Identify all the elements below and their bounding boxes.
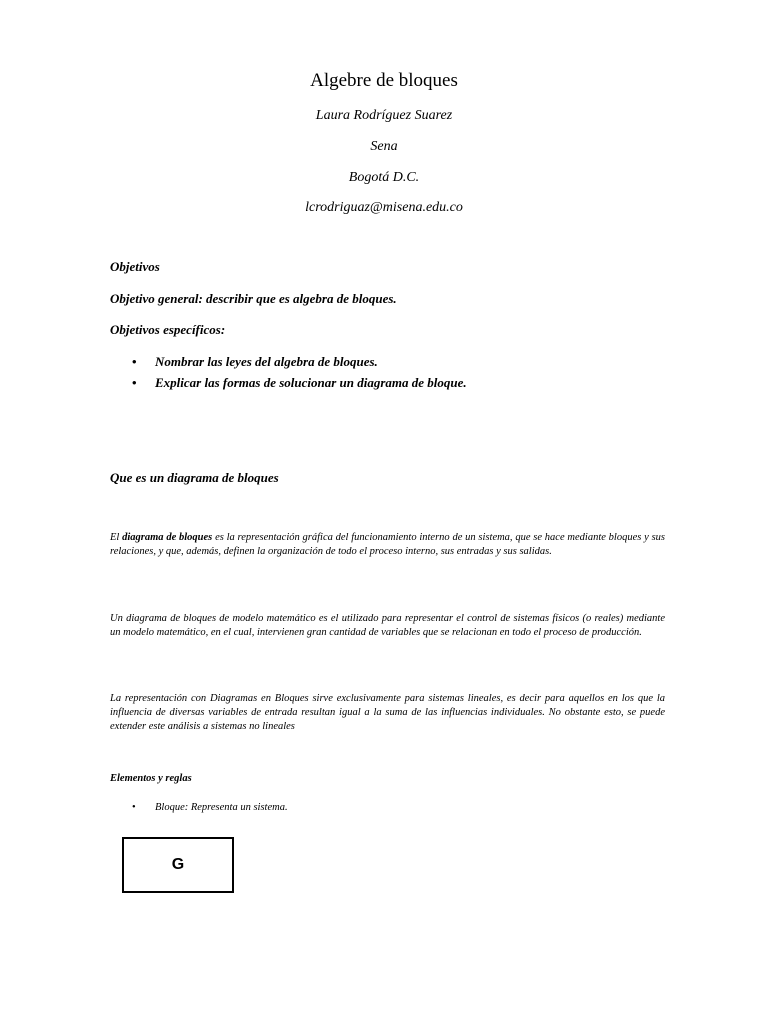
bold-term: diagrama de bloques: [122, 532, 213, 543]
section-heading: Que es un diagrama de bloques: [110, 470, 279, 485]
author-name: Laura Rodríguez Suarez: [315, 108, 453, 123]
general-objective: Objetivo general: describir que es algebra de bloques.: [110, 291, 397, 306]
document-title: Algebre de bloques: [310, 70, 458, 91]
list-item: [110, 375, 670, 396]
list-item-text: Nombrar las leyes del algebra de bloques.: [155, 354, 378, 369]
paragraph-prefix: El: [110, 532, 123, 543]
bullet-icon: •: [132, 354, 137, 369]
specific-objectives-list: [110, 354, 670, 396]
objectives-heading: Objetivos: [110, 259, 160, 274]
block-diagram-box: [122, 837, 234, 893]
block-label: G: [171, 856, 185, 873]
elements-heading: Elementos y reglas: [110, 773, 192, 784]
city: Bogotá D.C.: [348, 170, 420, 185]
block-item-text: Bloque: Representa un sistema.: [155, 802, 288, 813]
email-address: lcrodriguaz@misena.edu.co: [305, 200, 463, 215]
list-item: [110, 354, 670, 375]
bullet-icon: •: [132, 375, 137, 390]
paragraph-text: es la representación gráfica del funcionamiento interno de un sistema, que se hace mediante bloques y sus relaciones, y que, además, definen la organización de todo el proceso interno, sus entradas y sus salidas.: [110, 532, 665, 557]
specific-objectives-heading: Objetivos específicos:: [110, 322, 226, 337]
institution: Sena: [370, 139, 398, 154]
paragraph-math-model: Un diagrama de bloques de modelo matemático es el utilizado para representar el control de sistemas físicos (o reales) mediante un modelo matemático, en el cual, intervienen gran cantidad de variables que se relacionan en todo el proceso de producción.: [110, 613, 665, 638]
paragraph-definition: [110, 531, 665, 559]
paragraph-linear-systems: La representación con Diagramas en Bloques sirve exclusivamente para sistemas lineales, es decir para aquellos en los que la influencia de diversas variables de entrada resultan igual a la suma de las influencias individuales. No obstante esto, se puede extender este análisis a sistemas no lineales: [110, 693, 665, 732]
bullet-icon: •: [132, 802, 136, 813]
list-item-text: Explicar las formas de solucionar un diagrama de bloque.: [155, 375, 467, 390]
